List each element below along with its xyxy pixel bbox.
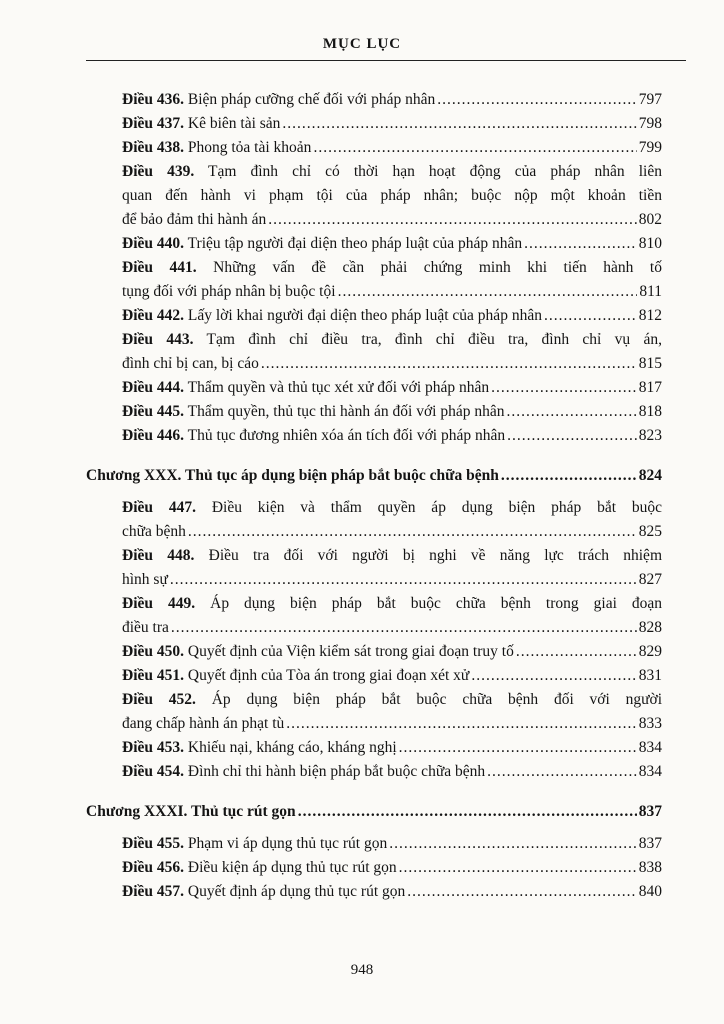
dot-leader [298, 800, 637, 824]
toc-entry[interactable] [122, 832, 662, 856]
toc-entry-line [122, 232, 662, 256]
toc-entry-line [122, 712, 662, 736]
toc-entry-line [122, 856, 662, 880]
toc-entry-line [122, 760, 662, 784]
toc-entry[interactable] [122, 112, 662, 136]
toc-page-number: 823 [638, 427, 662, 444]
toc-entry[interactable] [122, 376, 662, 400]
toc-entry-line [122, 832, 662, 856]
toc-entry-label: Điều 439. [122, 163, 195, 180]
toc-entry-line [122, 736, 662, 760]
toc-entry-line [122, 112, 662, 136]
toc-entry[interactable] [122, 856, 662, 880]
toc-page-number: 798 [638, 115, 662, 132]
toc-entry-title: Điều kiện áp dụng thủ tục rút gọn [187, 859, 397, 876]
toc-page-number: 812 [638, 307, 662, 324]
toc-entry-title: Thủ tục đương nhiên xóa án tích đối với pháp nhân [187, 427, 506, 444]
toc-entry[interactable] [122, 736, 662, 760]
toc-entry-title: chữa bệnh [122, 523, 186, 540]
toc-entry-line [122, 664, 662, 688]
toc-page-number: 799 [638, 139, 662, 156]
toc-entry-title: đình chỉ bị can, bị cáo [122, 355, 259, 372]
toc-entry-label: Điều 446. [122, 427, 184, 444]
toc-page-number: 833 [638, 715, 662, 732]
toc-page-number: 817 [638, 379, 662, 396]
toc-entry[interactable] [122, 760, 662, 784]
toc-entry-title: Thẩm quyền và thủ tục xét xử đối với pháp nhân [187, 379, 490, 396]
dot-leader [491, 376, 637, 400]
dot-leader [188, 520, 637, 544]
dot-leader [389, 832, 637, 856]
dot-leader [282, 112, 636, 136]
toc-entry-title: quan đến hành vi phạm tội của pháp nhân; buộc nộp một khoản tiền [122, 187, 662, 204]
toc-entry-title: điều tra [122, 619, 169, 636]
toc-entry-title: Những vấn đề cần phải chứng minh khi tiến hành tố [213, 259, 662, 276]
toc-entry-line [122, 136, 662, 160]
toc-page-number: 834 [638, 739, 662, 756]
toc-page-number: 824 [638, 467, 662, 484]
toc-entry-title: Quyết định áp dụng thủ tục rút gọn [187, 883, 406, 900]
toc-entry[interactable] [122, 88, 662, 112]
dot-leader [544, 304, 637, 328]
toc-entry-line [122, 400, 662, 424]
toc-entry-line [122, 160, 662, 184]
toc-entry-line [122, 88, 662, 112]
toc-entry-label: Điều 450. [122, 643, 184, 660]
toc-page-number: 838 [638, 859, 662, 876]
page-title: MỤC LỤC [322, 36, 402, 52]
toc-entry[interactable] [122, 544, 662, 592]
toc-entry-line [122, 424, 662, 448]
toc-entry-label: Điều 452. [122, 691, 196, 708]
toc-chapter-entry[interactable] [86, 800, 662, 824]
dot-leader [170, 568, 637, 592]
toc-entry-label: Điều 441. [122, 259, 197, 276]
dot-leader [407, 880, 636, 904]
toc-entry[interactable] [122, 136, 662, 160]
toc-page-number: 811 [639, 283, 662, 300]
toc-entry-label: Điều 436. [122, 91, 184, 108]
toc-page-number: 818 [638, 403, 662, 420]
toc-entry-label: Điều 444. [122, 379, 184, 396]
toc-entry-title: Quyết định của Tòa án trong giai đoạn xét xử [187, 667, 470, 684]
dot-leader [399, 856, 637, 880]
toc-entry-label: Điều 454. [122, 763, 184, 780]
toc-entry-line [122, 592, 662, 616]
page-number: 948 [350, 962, 374, 978]
toc-entry-line [122, 544, 662, 568]
toc-entry-line [122, 496, 662, 520]
toc-page-number: 837 [638, 835, 662, 852]
toc-entry-line [122, 256, 662, 280]
toc-entry[interactable] [122, 688, 662, 736]
toc-entry-line [122, 568, 662, 592]
toc-entry-label: Điều 442. [122, 307, 184, 324]
toc-entry-title: đang chấp hành án phạt tù [122, 715, 285, 732]
toc-entry-title: Điều tra đối với người bị nghi về năng lực trách nhiệm [208, 547, 662, 564]
toc-entry[interactable] [122, 424, 662, 448]
toc-entry-title: tụng đối với pháp nhân bị buộc tội [122, 283, 336, 300]
toc-entry-line [122, 376, 662, 400]
dot-leader [268, 208, 637, 232]
dot-leader [171, 616, 637, 640]
toc-entry-line [122, 328, 662, 352]
toc-entry-label: Điều 443. [122, 331, 194, 348]
toc-entry[interactable] [122, 160, 662, 232]
toc-entry-title: Phong tỏa tài khoản [187, 139, 312, 156]
toc-page-number: 837 [638, 803, 662, 820]
toc-entry-title: để bảo đảm thi hành án [122, 211, 267, 228]
toc-entry-title: Kê biên tài sản [187, 115, 281, 132]
toc-entry-label: Điều 437. [122, 115, 184, 132]
toc-entry-line [122, 352, 662, 376]
toc-entry-title: Lấy lời khai người đại diện theo pháp luật của pháp nhân [187, 307, 542, 324]
toc-entry-line [122, 688, 662, 712]
toc-entry-line [122, 280, 662, 304]
toc-entry-title: Quyết định của Viện kiểm sát trong giai đoạn truy tố [187, 643, 514, 660]
toc-entry-line [122, 520, 662, 544]
toc-page-number: 840 [638, 883, 662, 900]
dot-leader [487, 760, 637, 784]
toc-page-number: 797 [638, 91, 662, 108]
toc-page-number: 802 [638, 211, 662, 228]
toc-entry[interactable] [122, 304, 662, 328]
toc-entry-title: Tạm đình chỉ điều tra, đình chỉ điều tra, đình chỉ vụ án, [206, 331, 662, 348]
toc-entry-line [122, 184, 662, 208]
toc-entry-title: Chương XXXI. Thủ tục rút gọn [86, 803, 296, 820]
toc-entry-label: Điều 438. [122, 139, 184, 156]
toc-entry-line [122, 208, 662, 232]
toc-page-number: 831 [638, 667, 662, 684]
toc-entry-title: hình sự [122, 571, 168, 588]
toc-entry-line [86, 800, 662, 824]
dot-leader [338, 280, 638, 304]
toc-entry-line [122, 640, 662, 664]
toc-entry-label: Điều 455. [122, 835, 184, 852]
toc-entry-title: Triệu tập người đại diện theo pháp luật của pháp nhân [187, 235, 523, 252]
toc-entry-label: Điều 453. [122, 739, 184, 756]
dot-leader [506, 400, 636, 424]
dot-leader [516, 640, 637, 664]
toc-page-number: 825 [638, 523, 662, 540]
toc-entry-line [122, 304, 662, 328]
toc-entry-label: Điều 447. [122, 499, 196, 516]
toc-page-number: 829 [638, 643, 662, 660]
toc-entry-title: Khiếu nại, kháng cáo, kháng nghị [187, 739, 397, 756]
toc-entry-label: Điều 448. [122, 547, 195, 564]
toc-entry-line [122, 880, 662, 904]
toc-page-number: 834 [638, 763, 662, 780]
toc-entry[interactable] [122, 400, 662, 424]
toc-entry-title: Áp dụng biện pháp bắt buộc chữa bệnh đối với người [211, 691, 662, 708]
toc-entry-label: Điều 445. [122, 403, 184, 420]
toc-entry[interactable] [122, 592, 662, 640]
toc-entry-title: Biện pháp cưỡng chế đối với pháp nhân [187, 91, 436, 108]
toc-page-number: 810 [638, 235, 662, 252]
toc-entry-title: Đình chỉ thi hành biện pháp bắt buộc chữa bệnh [187, 763, 486, 780]
toc-entry[interactable] [122, 256, 662, 304]
dot-leader [261, 352, 637, 376]
dot-leader [507, 424, 637, 448]
toc-page-number: 827 [638, 571, 662, 588]
toc-entry-label: Điều 456. [122, 859, 184, 876]
dot-leader [437, 88, 637, 112]
toc-entry-line [86, 464, 662, 488]
toc-entry[interactable] [122, 232, 662, 256]
toc-chapter-entry[interactable] [86, 464, 662, 488]
toc-entry[interactable] [122, 640, 662, 664]
dot-leader [399, 736, 637, 760]
dot-leader [501, 464, 637, 488]
dot-leader [524, 232, 637, 256]
toc-entry-title: Tạm đình chỉ có thời hạn hoạt động của pháp nhân liên [208, 163, 662, 180]
toc-entry[interactable] [122, 664, 662, 688]
toc-entry-label: Điều 449. [122, 595, 196, 612]
toc-entry-label: Điều 457. [122, 883, 184, 900]
dot-leader [286, 712, 636, 736]
toc-entry-title: Thẩm quyền, thủ tục thi hành án đối với pháp nhân [187, 403, 505, 420]
toc-entry-label: Điều 451. [122, 667, 184, 684]
toc-page-number: 828 [638, 619, 662, 636]
toc-entry-title: Điều kiện và thẩm quyền áp dụng biện pháp bắt buộc [211, 499, 662, 516]
toc-entry-title: Áp dụng biện pháp bắt buộc chữa bệnh trong giai đoạn [210, 595, 662, 612]
dot-leader [471, 664, 636, 688]
toc-entry[interactable] [122, 880, 662, 904]
toc-page-number: 815 [638, 355, 662, 372]
dot-leader [313, 136, 636, 160]
toc-entry-label: Điều 440. [122, 235, 184, 252]
toc-entry[interactable] [122, 496, 662, 544]
toc-entry-title: Phạm vi áp dụng thủ tục rút gọn [187, 835, 388, 852]
toc-entry-title: Chương XXX. Thủ tục áp dụng biện pháp bắt buộc chữa bệnh [86, 467, 499, 484]
toc-entry-line [122, 616, 662, 640]
toc-entry[interactable] [122, 328, 662, 376]
